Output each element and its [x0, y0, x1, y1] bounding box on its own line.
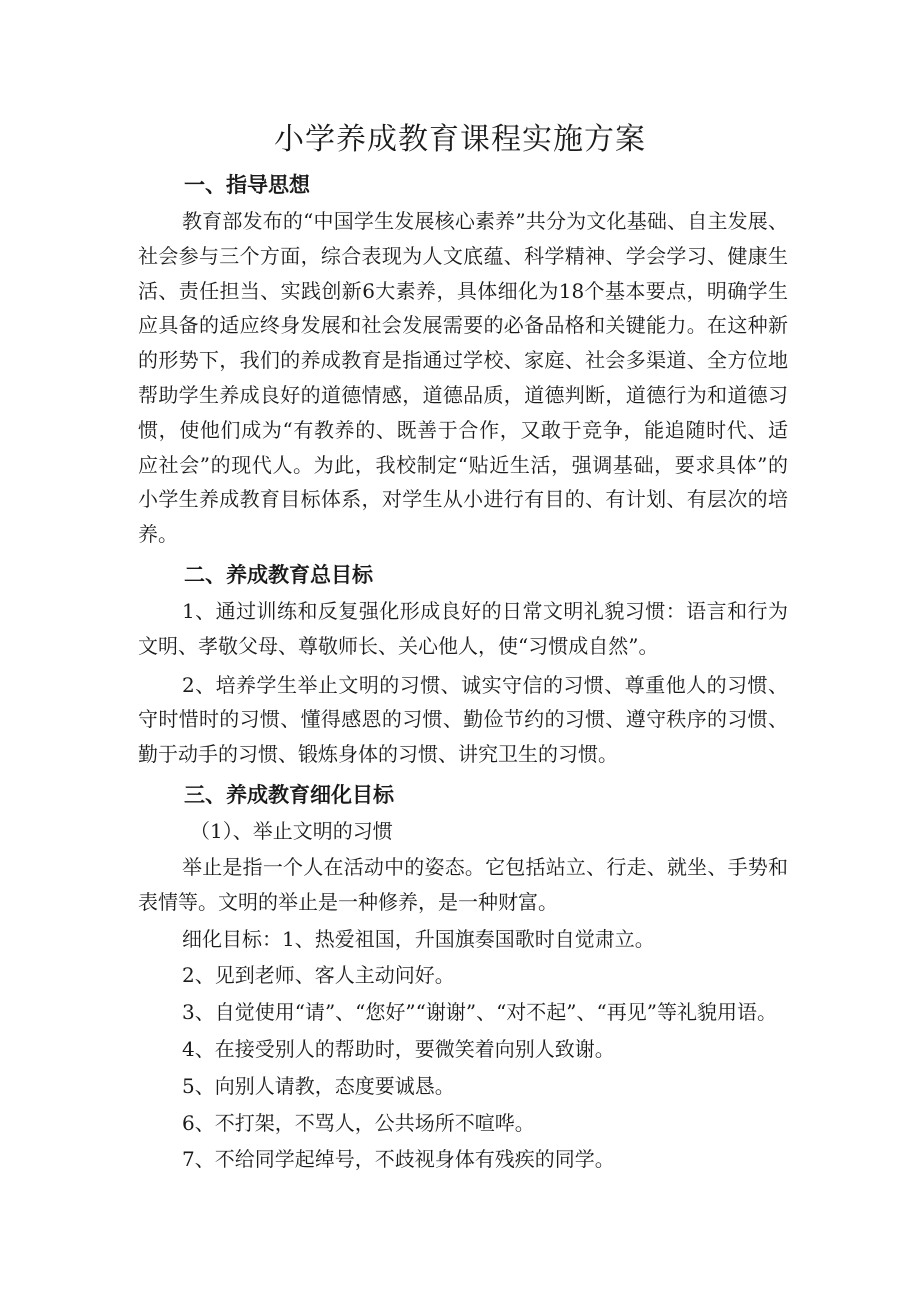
list-item: 2、见到老师、客人主动问好。: [182, 963, 455, 988]
list-item: 4、在接受别人的帮助时，要微笑着向别人致谢。: [182, 1036, 615, 1061]
document-body: [138, 166, 788, 1179]
subsection-intro: 举止是指一个人在活动中的姿态。它包括站立、行走、就坐、手势和表情等。文明的举止是一种修养，是一种财富。: [138, 854, 788, 914]
section-heading-overall-goal: 二、养成教育总目标: [184, 562, 373, 587]
list-item: 7、不给同学起绰号，不歧视身体有残疾的同学。: [182, 1147, 615, 1172]
list-item: 细化目标：1、热爱祖国，升国旗奏国歌时自觉肃立。: [182, 926, 655, 951]
section-heading-guiding-ideology: 一、指导思想: [184, 173, 310, 197]
section-2-paragraph-1: 1、通过训练和反复强化形成良好的日常文明礼貌习惯：语言和行为文明、孝敬父母、尊敬师长、关心他人，使“习惯成自然”。: [138, 598, 788, 658]
list-item: 6、不打架，不骂人，公共场所不喧哗。: [182, 1110, 535, 1135]
list-item: 5、向别人请教，态度要诚恳。: [182, 1073, 455, 1098]
subsection-heading: （1）、举止文明的习惯: [190, 818, 393, 843]
document-title: 小学养成教育课程实施方案: [274, 122, 646, 157]
list-item: 3、自觉使用“请”、“您好”“谢谢”、“对不起”、“再见”等礼貌用语。: [182, 1000, 777, 1025]
section-2-paragraph-2: 2、培养学生举止文明的习惯、诚实守信的习惯、尊重他人的习惯、守时惜时的习惯、懂得感恩的习惯、勤俭节约的习惯、遵守秩序的习惯、勤于动手的习惯、锻炼身体的习惯、讲究卫生的习惯。: [138, 672, 788, 767]
section-heading-detailed-goals: 三、养成教育细化目标: [184, 782, 394, 807]
section-1-paragraph: 教育部发布的“中国学生发展核心素养”共分为文化基础、自主发展、社会参与三个方面，综合表现为人文底蕴、科学精神、学会学习、健康生活、责任担当、实践创新6大素养，具体细化为18个基本要点，明确学生应具备的适应终身发展和社会发展需要的必备品格和关键能力。在这种新的形势下，我们的养成教育是指通过学校、家庭、社会多渠道、全方位地帮助学生养成良好的道德情感，道德品质，道德判断，道德行为和道德习惯，使他们成为“有教养的、既善于合作，又敢于竞争，能追随时代、适应社会”的现代人。为此，我校制定“贴近生活，强调基础，要求具体”的小学生养成教育目标体系，对学生从小进行有目的、有计划、有层次的培养。: [138, 209, 788, 547]
